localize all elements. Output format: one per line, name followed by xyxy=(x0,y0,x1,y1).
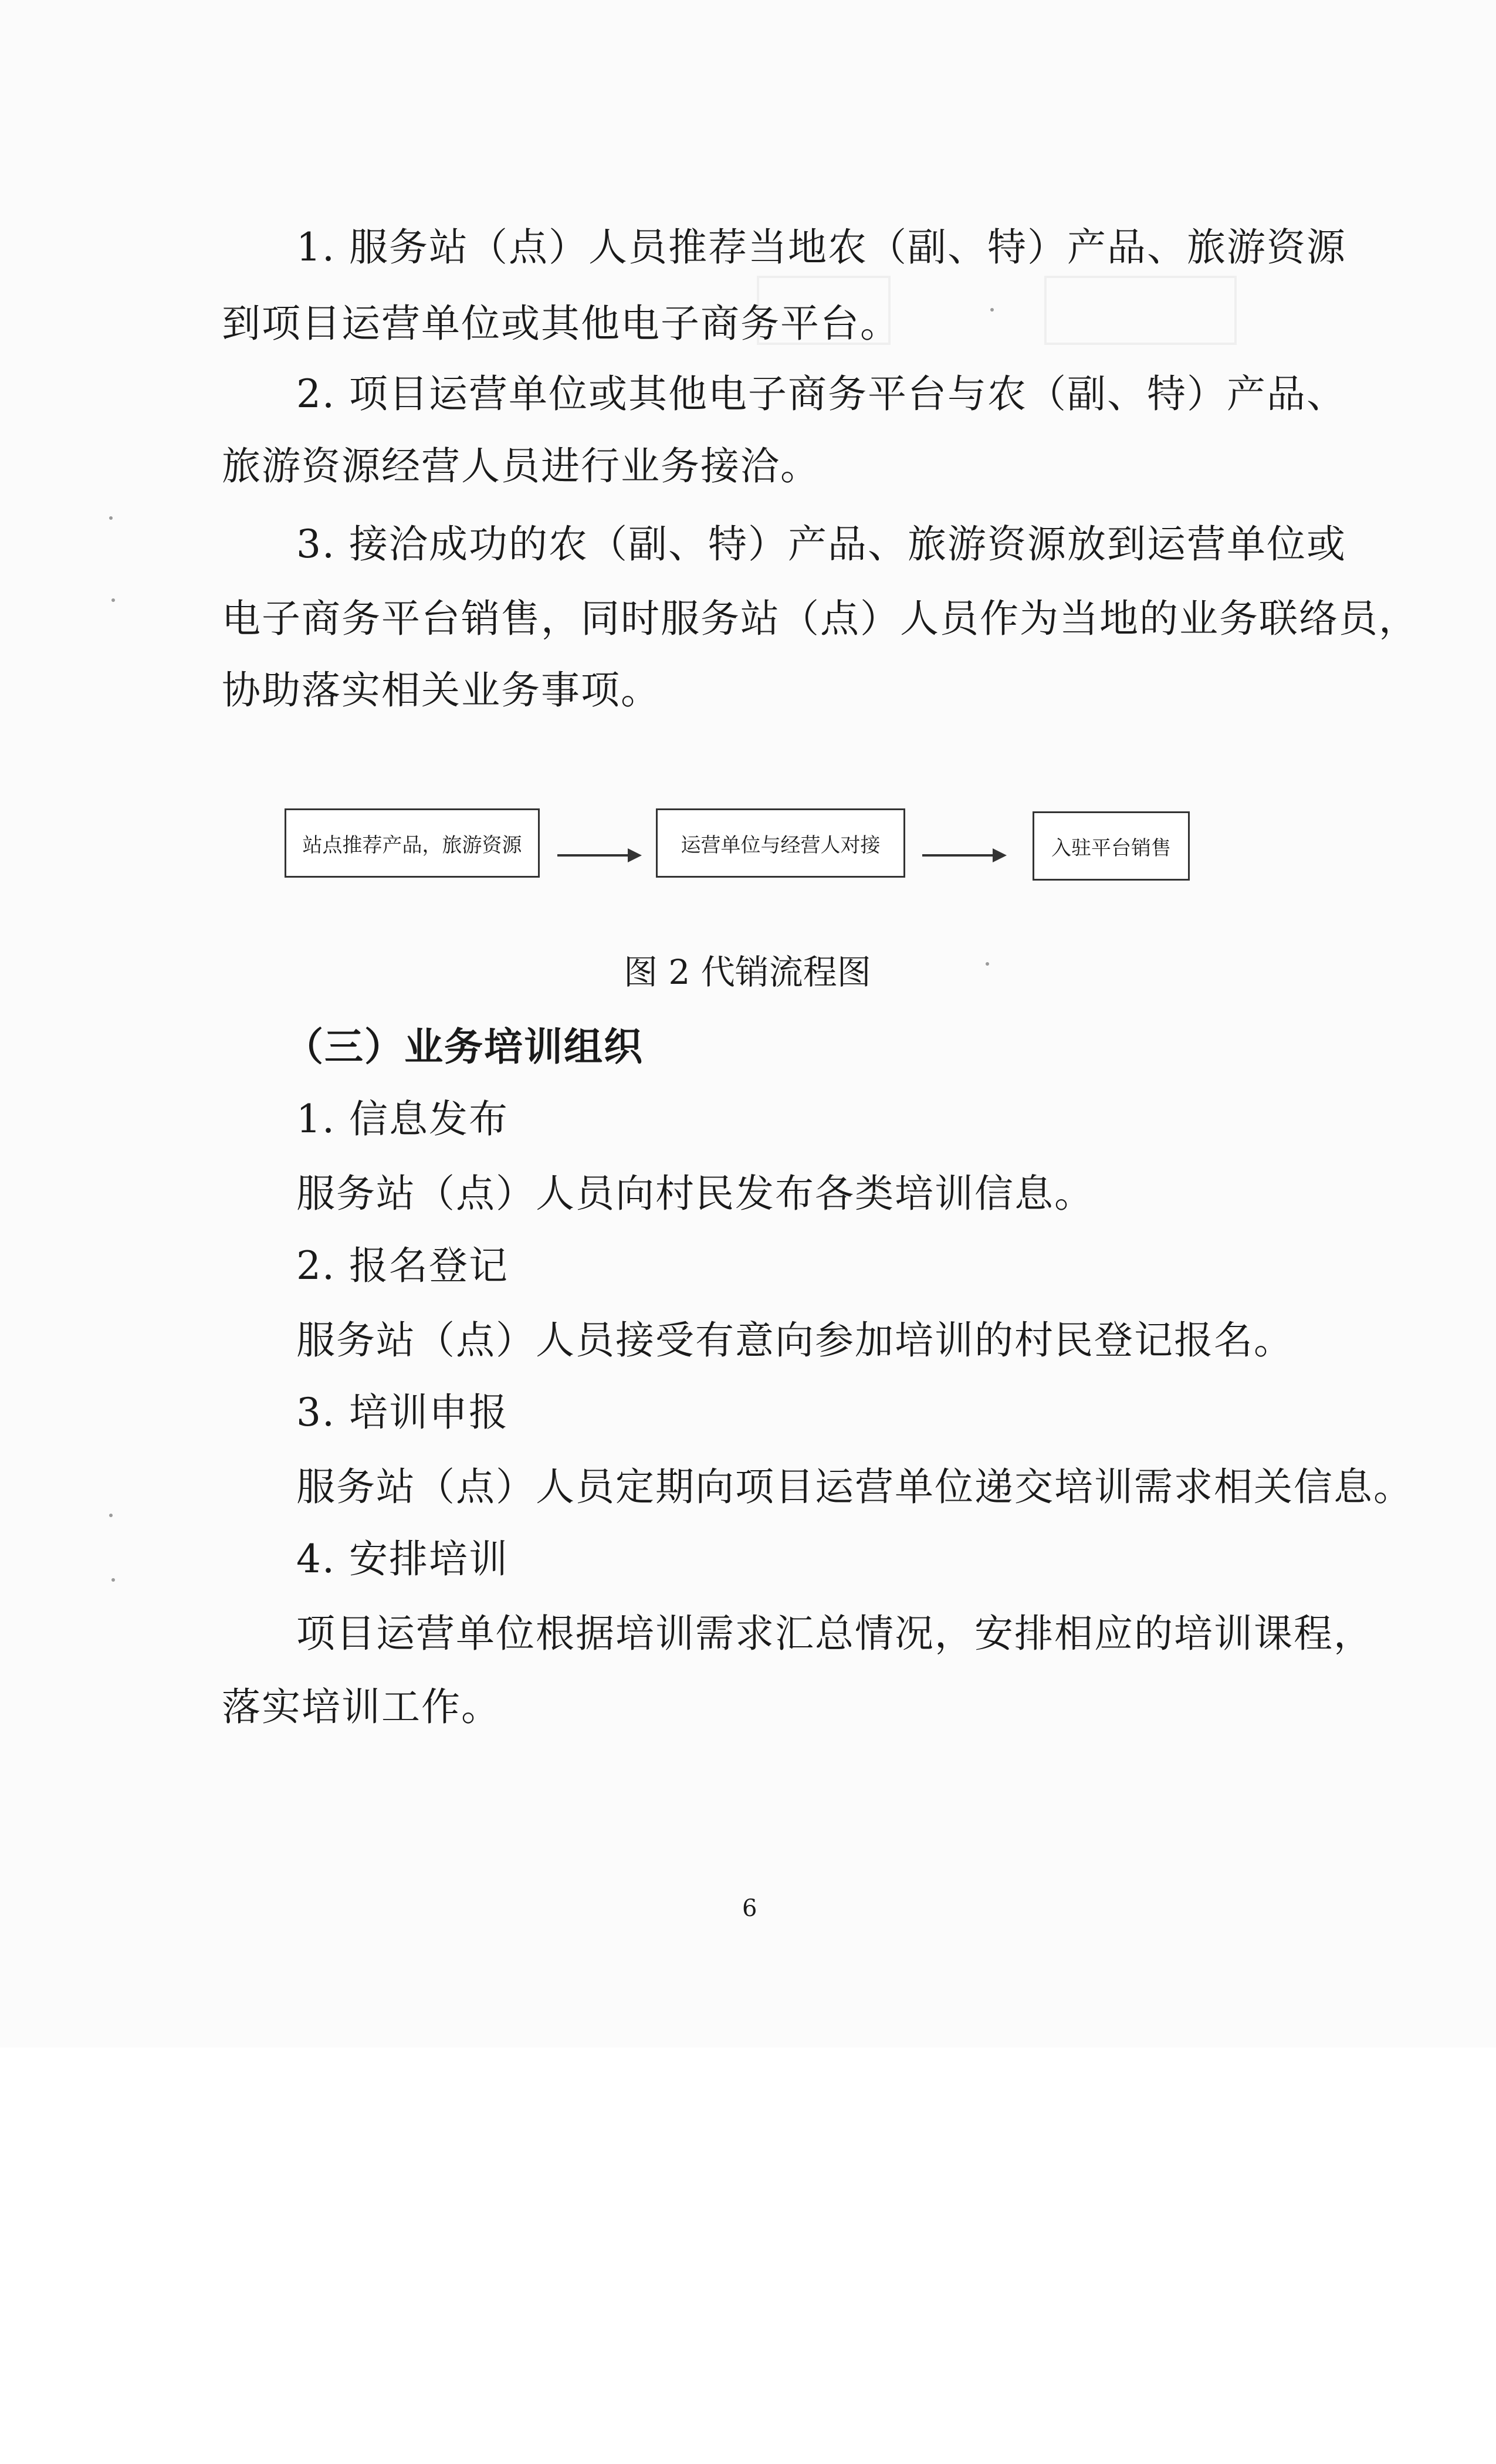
paragraph-2-line-2: 旅游资源经营人员进行业务接洽。 xyxy=(222,444,820,489)
item-2-title: 2. 报名登记 xyxy=(296,1243,509,1288)
blank-margin xyxy=(0,2047,1496,2464)
flow-step-operator-connect: 运营单位与经营人对接 xyxy=(656,808,905,878)
item-3-text: 服务站（点）人员定期向项目运营单位递交培训需求相关信息。 xyxy=(296,1464,1413,1509)
paragraph-3-line-1: 3. 接洽成功的农（副、特）产品、旅游资源放到运营单位或 xyxy=(296,522,1346,567)
flow-arrow-1 xyxy=(557,854,639,857)
scan-speck xyxy=(986,962,989,966)
flow-step-site-recommend: 站点推荐产品，旅游资源 xyxy=(285,808,540,878)
scan-speck xyxy=(111,598,115,602)
figure-caption: 图 2 代销流程图 xyxy=(624,952,871,992)
bleed-through-mark xyxy=(1044,276,1237,345)
item-4-text-line-2: 落实培训工作。 xyxy=(222,1684,501,1729)
section-heading: （三）业务培训组织 xyxy=(285,1024,644,1069)
paragraph-1-line-1: 1. 服务站（点）人员推荐当地农（副、特）产品、旅游资源 xyxy=(296,225,1346,270)
item-1-text: 服务站（点）人员向村民发布各类培训信息。 xyxy=(296,1171,1094,1216)
item-3-title: 3. 培训申报 xyxy=(296,1390,509,1435)
item-4-title: 4. 安排培训 xyxy=(296,1536,509,1582)
page-number: 6 xyxy=(742,1895,757,1922)
scan-speck xyxy=(990,308,994,312)
item-2-text: 服务站（点）人员接受有意向参加培训的村民登记报名。 xyxy=(296,1318,1294,1363)
flow-arrow-2 xyxy=(922,854,1004,857)
flow-step-platform-sales: 入驻平台销售 xyxy=(1033,811,1190,881)
item-1-title: 1. 信息发布 xyxy=(296,1096,509,1142)
paragraph-1-line-2: 到项目运营单位或其他电子商务平台。 xyxy=(222,301,900,346)
item-4-text-line-1: 项目运营单位根据培训需求汇总情况，安排相应的培训课程， xyxy=(296,1611,1373,1656)
paragraph-2-line-1: 2. 项目运营单位或其他电子商务平台与农（副、特）产品、 xyxy=(296,371,1346,417)
paragraph-3-line-3: 协助落实相关业务事项。 xyxy=(222,668,661,713)
paragraph-3-line-2: 电子商务平台销售，同时服务站（点）人员作为当地的业务联络员， xyxy=(222,596,1419,641)
scan-speck xyxy=(109,516,113,520)
scan-speck xyxy=(109,1514,113,1517)
scan-speck xyxy=(111,1578,115,1582)
